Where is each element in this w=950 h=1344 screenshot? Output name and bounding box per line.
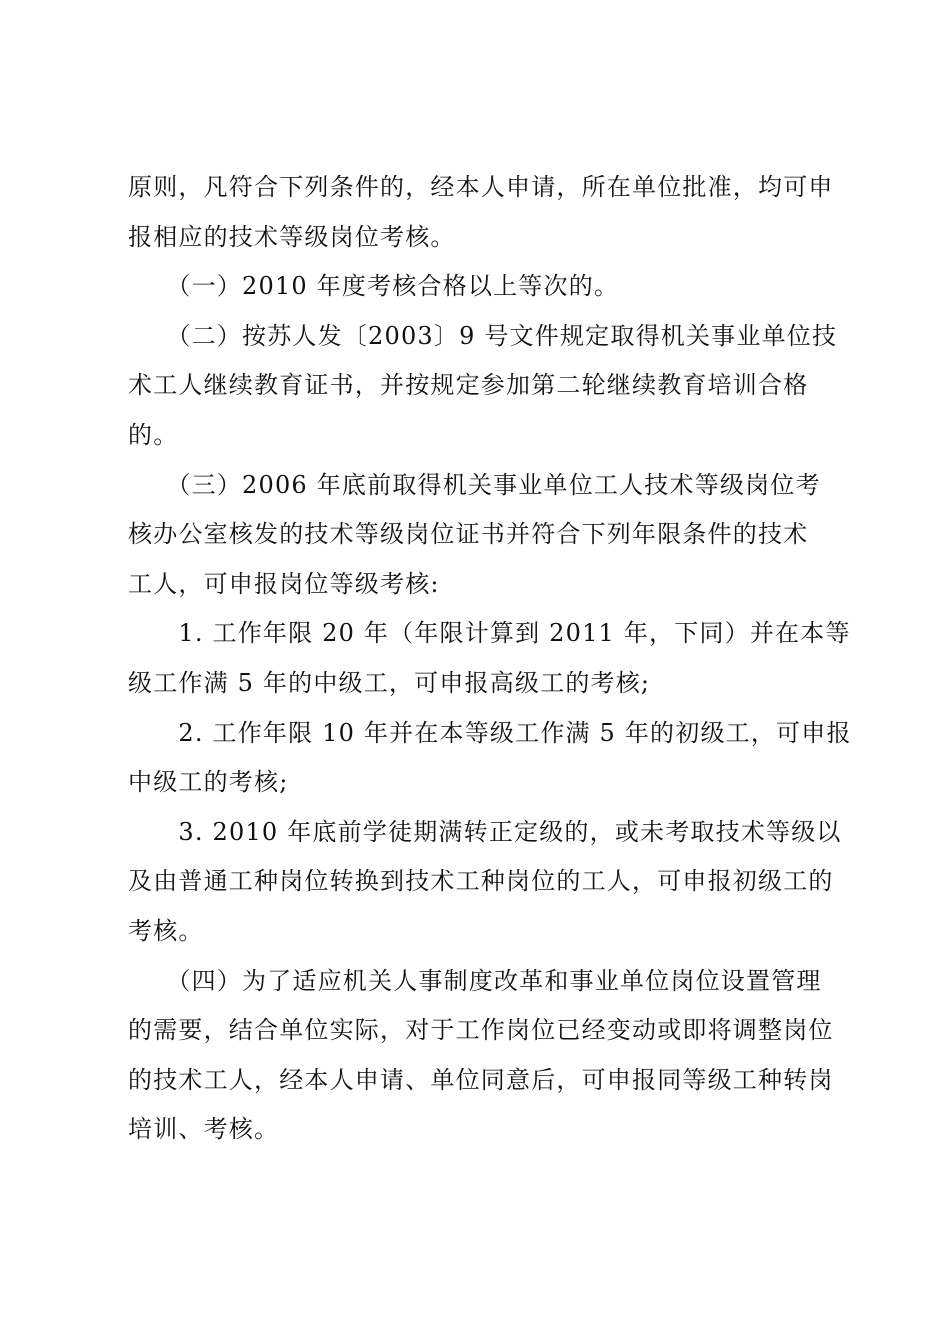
paragraph-line: 及由普通工种岗位转换到技术工种岗位的工人，可申报初级工的 [128, 867, 834, 896]
paragraph-line: 原则，凡符合下列条件的，经本人申请，所在单位批准，均可申 [128, 173, 834, 201]
paragraph-line: （一）2010 年度考核合格以上等次的。 [128, 272, 620, 301]
paragraph-line: 考核。 [128, 916, 204, 945]
paragraph-line: 核办公室核发的技术等级岗位证书并符合下列年限条件的技术 [128, 520, 809, 549]
paragraph-line: 培训、考核。 [128, 1115, 280, 1144]
paragraph-line: （三）2006 年底前取得机关事业单位工人技术等级岗位考 [128, 470, 821, 499]
paragraph-line: 的需要，结合单位实际，对于工作岗位已经变动或即将调整岗位 [128, 1016, 834, 1045]
paragraph-line: 级工作满 5 年的中级工，可申报高级工的考核; [128, 668, 651, 697]
paragraph-line: （二）按苏人发〔2003〕9 号文件规定取得机关事业单位技 [128, 321, 838, 350]
paragraph-line: （四）为了适应机关人事制度改革和事业单位岗位设置管理 [128, 966, 822, 995]
paragraph-line: 术工人继续教育证书，并按规定参加第二轮继续教育培训合格 [128, 371, 809, 400]
paragraph-line: 中级工的考核; [128, 768, 289, 797]
paragraph-line: 报相应的技术等级岗位考核。 [128, 222, 456, 251]
document-body [128, 166, 852, 1158]
paragraph-line: 3. 2010 年底前学徒期满转正定级的，或未考取技术等级以 [128, 817, 842, 846]
paragraph-line: 2. 工作年限 10 年并在本等级工作满 5 年的初级工，可申报 [128, 718, 852, 747]
paragraph-line: 1. 工作年限 20 年（年限计算到 2011 年，下同）并在本等 [128, 619, 851, 648]
paragraph-line: 工人，可申报岗位等级考核: [128, 569, 440, 598]
paragraph-line: 的。 [128, 420, 179, 449]
paragraph-line: 的技术工人，经本人申请、单位同意后，可申报同等级工种转岗 [128, 1065, 834, 1094]
